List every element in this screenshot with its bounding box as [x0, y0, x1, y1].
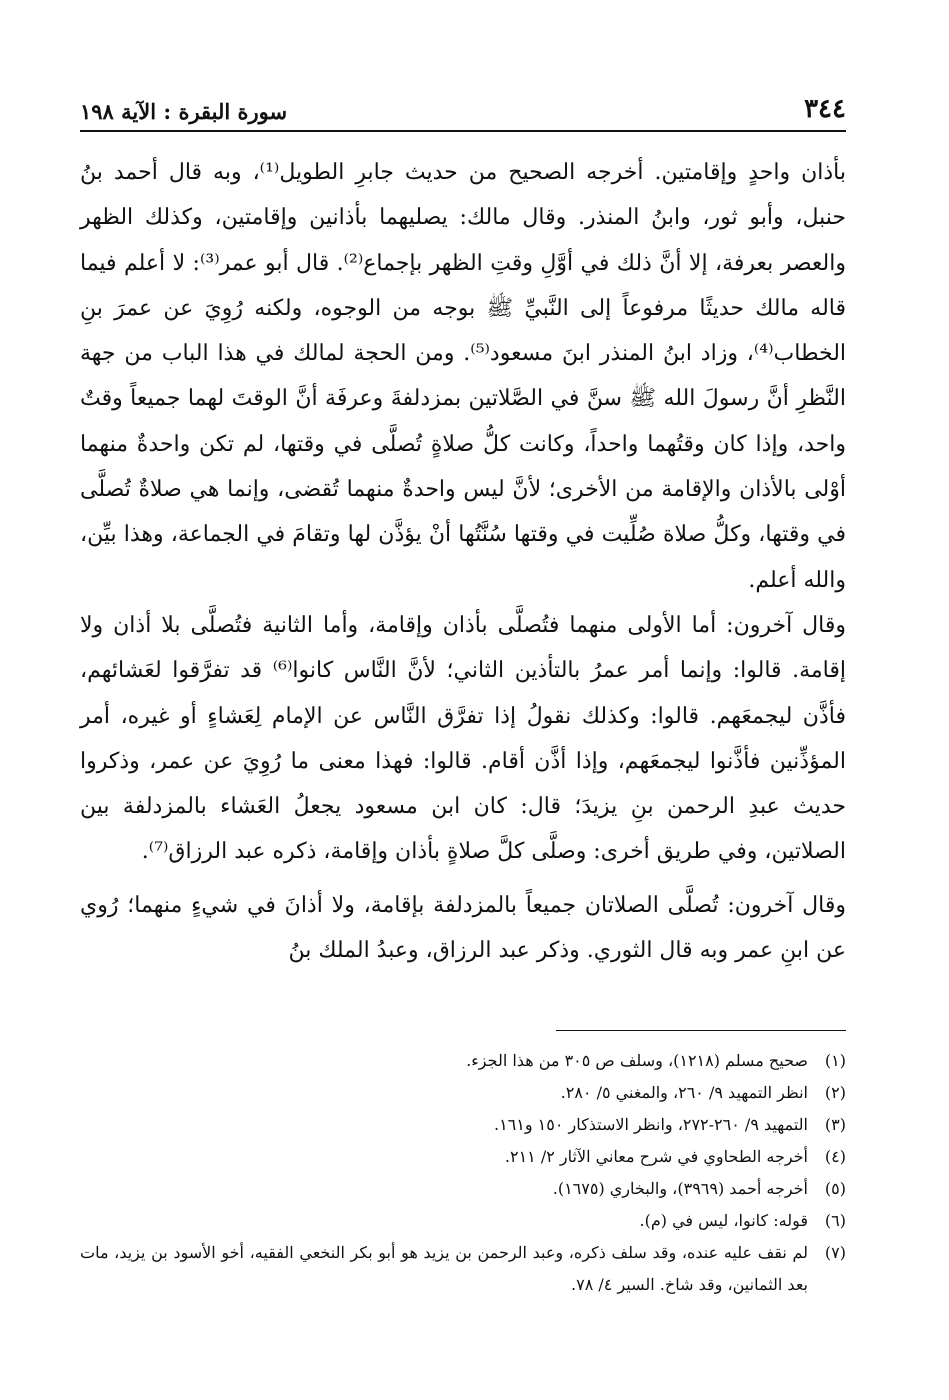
footnote	[80, 1173, 846, 1205]
footnote-number: (٥)	[824, 1179, 846, 1198]
footnote-number: (٦)	[824, 1211, 846, 1230]
footnote-number: (٤)	[824, 1147, 846, 1166]
paragraph: وقال آخرون: أما الأولى منهما فتُصلَّى بأذان وإقامة، وأما الثانية فتُصلَّى بلا أذان ولا إقامة. قالوا: وإنما أمر عمرُ بالتأذين الثاني؛ لأنَّ النَّاس كانوا⁽⁶⁾ قد تفرَّقوا لعَشائهم، فأذَّن ليجمعَهم. قالوا: وكذلك نقولُ إذا تفرَّق النَّاس عن الإمام لِعَشاءٍ أو غيره، أمر المؤذِّنين فأذَّنوا ليجمعَهم، وإذا أذَّن أقام. قالوا: فهذا معنى ما رُوِيَ عن عمر، وذكروا حديث عبدِ الرحمن بنِ يزيدَ؛ قال: كان ابن مسعود يجعلُ العَشاء بالمزدلفة بين الصلاتين، وفي طريق أخرى: وصلَّى كلَّ صلاةٍ بأذان وإقامة، ذكره عبد الرزاق⁽⁷⁾.	[80, 612, 846, 865]
footnote	[80, 1045, 846, 1077]
footnote-number: (٢)	[824, 1083, 846, 1102]
footnote-number: (١)	[824, 1051, 846, 1070]
footnote-text: أخرجه الطحاوي في شرح معاني الآثار ٢/ ٢١١.	[504, 1147, 808, 1166]
footnote	[80, 1077, 846, 1109]
footnote-text: قوله: كانوا، ليس في (م).	[639, 1211, 808, 1230]
footnote-number: (٧)	[824, 1243, 846, 1262]
footnote-separator	[556, 1030, 846, 1031]
footnote-text: انظر التمهيد ٩/ ٢٦٠، والمغني ٥/ ٢٨٠.	[560, 1083, 808, 1102]
footnote	[80, 1237, 846, 1301]
footnote	[80, 1205, 846, 1237]
running-title: سورة البقرة : الآية ١٩٨	[80, 99, 288, 124]
main-text	[80, 150, 846, 973]
footnote-text: لم نقف عليه عنده، وقد سلف ذكره، وعبد الرحمن بن يزيد هو أبو بكر النخعي الفقيه، أخو الأسود بن يزيد، مات بعد الثمانين، وقد شاخ. السير ٤/ ٧٨.	[80, 1243, 809, 1294]
page-header	[80, 84, 846, 132]
footnote-text: أخرجه أحمد (٣٩٦٩)، والبخاري (١٦٧٥).	[552, 1179, 808, 1198]
footnote-text: صحيح مسلم (١٢١٨)، وسلف ص ٣٠٥ من هذا الجزء.	[466, 1051, 808, 1070]
paragraph: وقال آخرون: تُصلَّى الصلاتان جميعاً بالمزدلفة بإقامة، ولا أذانَ في شيءٍ منهما؛ رُوي عن ابنِ عمر وبه قال الثوري. وذكر عبد الرزاق، وعبدُ الملك بنُ	[80, 892, 846, 964]
footnote	[80, 1141, 846, 1173]
paragraph: بأذان واحدٍ وإقامتين. أخرجه الصحيح من حديث جابرِ الطويل⁽¹⁾، وبه قال أحمد بنُ حنبل، وأبو ثور، وابنُ المنذر. وقال مالك: يصليهما بأذانين وإقامتين، وكذلك الظهر والعصر بعرفة، إلا أنَّ ذلك في أوَّلِ وقتِ الظهر بإجماع⁽²⁾. قال أبو عمر⁽³⁾: لا أعلم فيما قاله مالك حديثًا مرفوعاً إلى النَّبيِّ ﷺ بوجه من الوجوه، ولكنه رُوِيَ عن عمرَ بنِ الخطاب⁽⁴⁾، وزاد ابنُ المنذر ابنَ مسعود⁽⁵⁾. ومن الحجة لمالك في هذا الباب من جهة النَّظرِ أنَّ رسولَ الله ﷺ سنَّ في الصَّلاتين بمزدلفةَ وعرفَة أنَّ الوقتَ لهما جميعاً وقتٌ واحد، وإذا كان وقتُهما واحداً، وكانت كلُّ صلاةٍ تُصلَّى في وقتها، لم تكن واحدةٌ منهما أوْلى بالأذان والإقامة من الأخرى؛ لأنَّ ليس واحدةٌ منهما تُقضى، وإنما هي صلاةٌ تُصلَّى في وقتها، وكلُّ صلاة صُلِّيت في وقتها سُنَّتُها أنْ يؤذَّن لها وتقامَ في الجماعة، وهذا بيِّن، والله أعلم.	[80, 160, 847, 593]
footnote	[80, 1109, 846, 1141]
footnotes	[80, 1045, 846, 1301]
footnote-text: التمهيد ٩/ ٢٦٠-٢٧٢، وانظر الاستذكار ١٥٠ و١٦١.	[493, 1115, 808, 1134]
footnote-number: (٣)	[824, 1115, 846, 1134]
page-number: ٣٤٤	[804, 94, 846, 124]
